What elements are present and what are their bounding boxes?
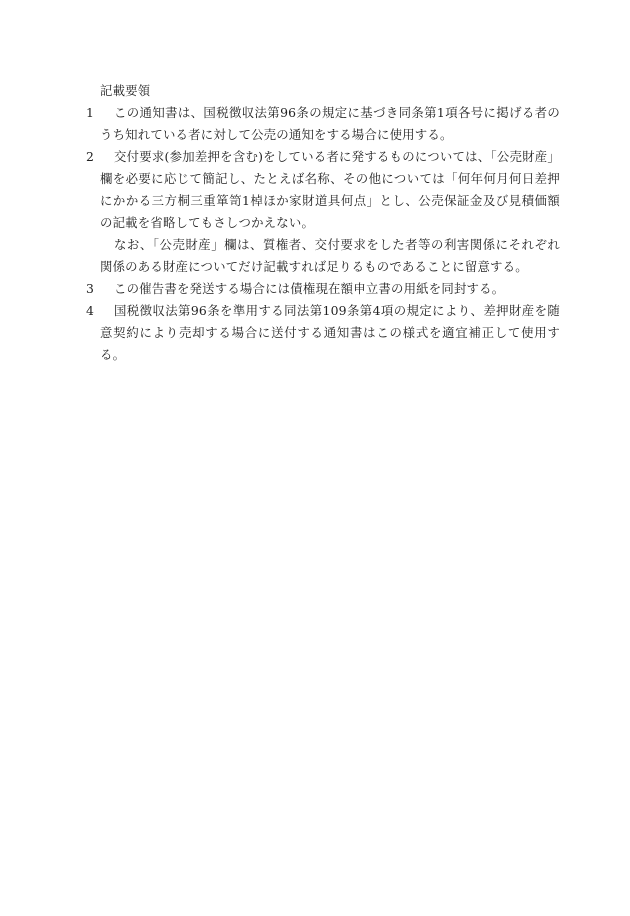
- item-text: この通知書は、国税徴収法第96条の規定に基づき同条第1項各号に掲げる者のうち知れている者に対して公売の通知をする場合に使用する。: [100, 105, 560, 142]
- item-number: 1: [86, 105, 95, 120]
- item-text: 国税徴収法第96条を準用する同法第109条第4項の規定により、差押財産を随意契約により売却する場合に送付する通知書はこの様式を適宜補正して使用する。: [100, 303, 560, 362]
- item-number: 2: [86, 149, 95, 164]
- instruction-item-2: [86, 146, 560, 278]
- section-heading: 記載要領: [100, 83, 151, 98]
- item-note: なお、「公売財産」欄は、質権者、交付要求をした者等の利害関係にそれぞれ関係のある財産についてだけ記載すれば足りるものであることに留意する。: [100, 237, 560, 274]
- instruction-item-3: [86, 278, 560, 300]
- item-number: 4: [86, 303, 95, 318]
- item-number: 3: [86, 281, 95, 296]
- instructions-section: [86, 80, 560, 366]
- instruction-item-1: [86, 102, 560, 146]
- item-text: 交付要求(参加差押を含む)をしている者に発するものについては、「公売財産」欄を必要に応じて簡記し、たとえば名称、その他については「何年何月何日差押にかかる三方桐三重箪笥1棹ほか家財道具何点」とし、公売保証金及び見積価額の記載を省略してもさしつかえない。: [100, 149, 560, 230]
- item-text: この催告書を発送する場合には債権現在額申立書の用紙を同封する。: [114, 281, 505, 296]
- instruction-item-4: [86, 300, 560, 366]
